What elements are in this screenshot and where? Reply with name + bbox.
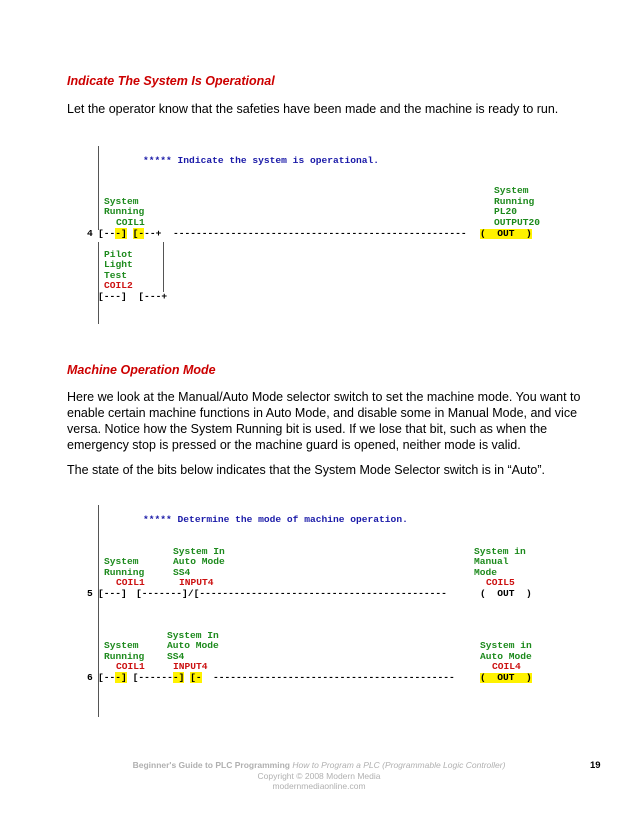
rung-comment: ***** Indicate the system is operational. [143, 155, 380, 166]
section-text-mode-state: The state of the bits below indicates that the System Mode Selector switch is in “Auto”. [67, 463, 546, 477]
section-text-operational: Let the operator know that the safeties have been made and the machine is ready to run. [67, 102, 559, 116]
coil-label: System [494, 185, 529, 196]
contact-label: Running [104, 651, 145, 662]
contact-system-running: [---] [---+ [98, 228, 162, 239]
contact-label: Auto Mode [167, 640, 219, 651]
output-coil: ( OUT ) [480, 228, 532, 239]
contact-address: INPUT4 [173, 661, 208, 672]
contact-label: System [104, 640, 139, 651]
coil-label: Auto Mode [480, 651, 532, 662]
contact-label: System In [173, 546, 225, 557]
contact-segment: -] [172, 672, 185, 683]
contact-label: System [104, 196, 139, 207]
coil-label: System in [474, 546, 526, 557]
contact-address: COIL1 [116, 661, 145, 672]
contact-address: INPUT4 [179, 577, 214, 588]
footer-website: modernmediaonline.com [272, 781, 366, 791]
contact-label: Auto Mode [173, 556, 225, 567]
contact-label: Running [104, 567, 145, 578]
rung-wire: --------------------------------------------------- [173, 228, 467, 239]
contact-segment: [-- [98, 672, 116, 683]
contact-address: COIL1 [116, 217, 145, 228]
rung-number: 4 [87, 228, 93, 239]
coil-address: COIL4 [492, 661, 521, 672]
section-heading-operational: Indicate The System Is Operational [67, 74, 275, 88]
left-power-rail [98, 505, 99, 717]
page-number: 19 [590, 760, 601, 771]
coil-label: Mode [474, 567, 498, 578]
output-coil: ( OUT ) [480, 588, 532, 599]
left-power-rail [98, 242, 99, 324]
footer-subtitle: How to Program a PLC (Programmable Logic Controller) [292, 760, 506, 770]
page-footer [0, 760, 638, 792]
rung-number: 5 [87, 588, 93, 599]
rung-comment: ***** Determine the mode of machine operation. [143, 514, 408, 525]
rung-wire: ------------------------------------------ [213, 672, 455, 683]
contact-segment: -] [115, 672, 127, 683]
section-text-mode: Here we look at the Manual/Auto Mode selector switch to set the machine mode. You want to enable certain machine functions in Auto Mode, and disable some in Manual Mode, and vice versa. Notice how the System Running bit is used. If we lose that bit, such as when the emergency stop is pressed or the machine guard is opened, neither mode is valid. [67, 390, 581, 452]
left-power-rail [98, 146, 99, 230]
rung-number: 6 [87, 672, 93, 683]
contact-segment: [- [190, 672, 202, 683]
footer-book-title: Beginner's Guide to PLC Programming [132, 760, 290, 770]
contact-system-running: [---] [98, 588, 127, 599]
contact-label: Running [104, 206, 145, 217]
coil-label: System in [480, 640, 532, 651]
output-coil: ( OUT ) [480, 672, 532, 683]
contact-label: System In [167, 630, 219, 641]
contact-address: COIL1 [116, 577, 145, 588]
contact-auto-mode-nc: [-------]/[------------------------------------------- [136, 588, 447, 599]
coil-label: Running [494, 196, 535, 207]
contact-pilot-light: [---] [---+ [98, 291, 168, 302]
coil-address: OUTPUT20 [494, 217, 541, 228]
branch-label: Pilot [104, 249, 133, 260]
branch-vertical-line [163, 242, 164, 292]
contact-label: SS4 [167, 651, 185, 662]
coil-label: PL20 [494, 206, 518, 217]
footer-copyright: Copyright © 2008 Modern Media [257, 770, 381, 781]
contact-segment: [------ [132, 672, 173, 683]
branch-label: Test [104, 270, 128, 281]
contact-label: System [104, 556, 139, 567]
branch-address: COIL2 [104, 280, 133, 291]
section-heading-mode: Machine Operation Mode [67, 363, 216, 377]
branch-label: Light [104, 259, 133, 270]
contact-label: SS4 [173, 567, 191, 578]
coil-address: COIL5 [486, 577, 515, 588]
contact-system-running [98, 673, 202, 683]
coil-label: Manual [474, 556, 509, 567]
